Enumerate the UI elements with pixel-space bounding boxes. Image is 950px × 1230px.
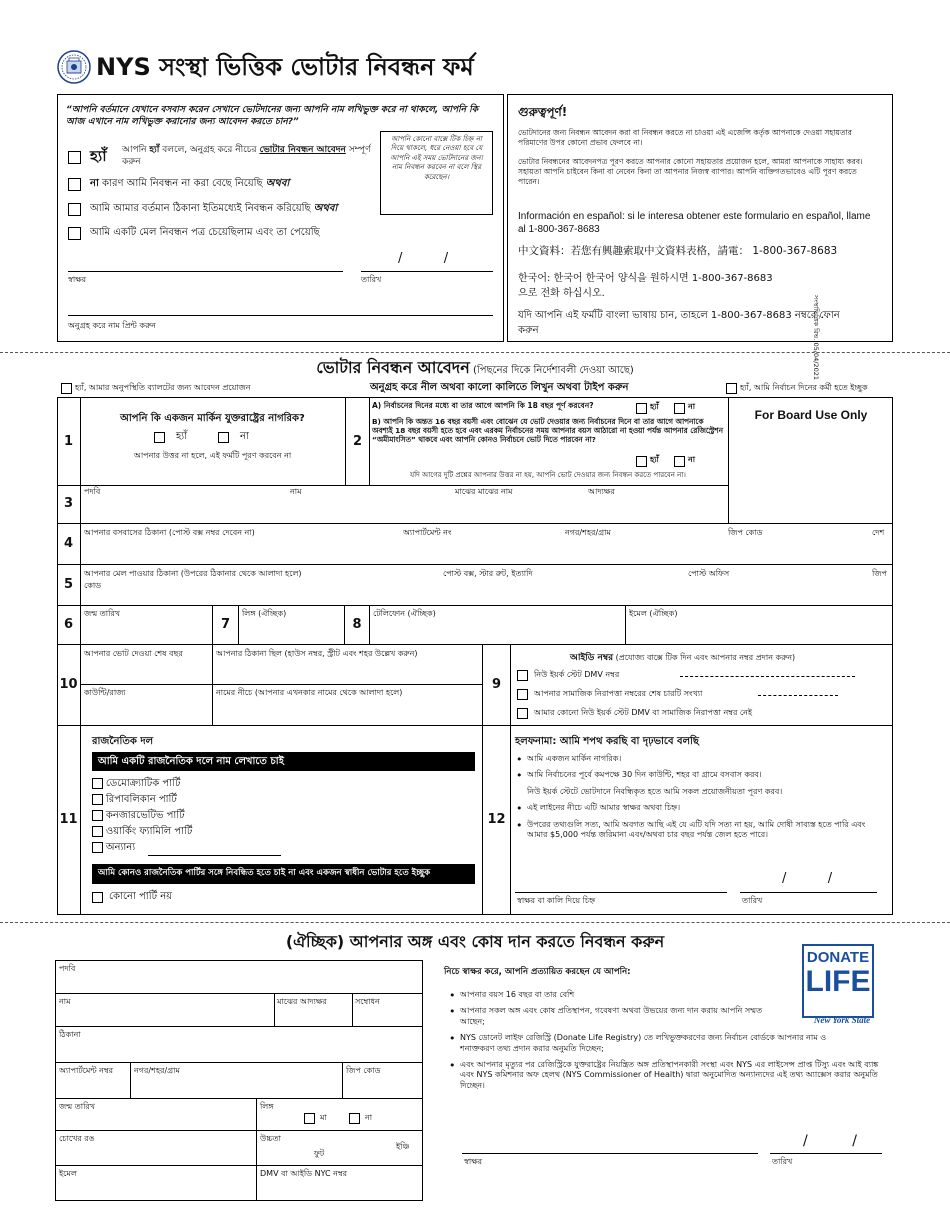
party-list <box>92 777 192 857</box>
r4-apt-label[interactable]: অ্যাপার্টমেন্ট নং <box>403 528 452 537</box>
q2a-no-label: না <box>688 402 696 411</box>
donor-dmv-label[interactable]: DMV বা আইডি NYC নম্বর <box>260 1169 348 1178</box>
r12-date-slashes: / / <box>782 871 833 886</box>
donor-email-label[interactable]: ইমেল <box>59 1169 77 1178</box>
consent-item: • NYS ডোনেট লাইফ রেজিস্ট্রি (Donate Life Registry) তে লখিভুক্তকরণের জন্য নির্বাচন বোর্ডকে আপনার নাম ও শনাক্তকরণ তথ্য প্রদান করার অনুমতি দিচ্ছেন; <box>448 1033 848 1054</box>
agency-date-line[interactable] <box>361 271 493 272</box>
r5-box-label[interactable]: পোস্ট বক্স, স্টার রুট, ইত্যাদি <box>443 569 533 578</box>
donor-male-label: না <box>365 1113 373 1122</box>
agency-registered-text: আমি আমার বর্তমান ঠিকানা ইতিমধ্যেই নিবন্ধন করিয়েছি অথবা <box>90 203 338 214</box>
agency-print-name-label: অনুগ্রহ করে নাম প্রিন্ট করুন <box>68 321 156 330</box>
party-other-input[interactable] <box>148 855 281 856</box>
oath-item: নিউ ইয়র্ক স্টেটে ভোটদানে নিবন্ধিকৃত হতে আমি সকল প্রয়োজনীয়তা পূরণ করব। <box>527 786 783 796</box>
r9-none-label: আমার কোনো নিউ ইয়র্ক স্টেট DMV বা সামাজিক নিরাপত্তা নম্বর নেই <box>534 708 753 717</box>
important-bengali: যদি আপনি এই ফর্মটি বাংলা ভাষায় চান, তাহলে 1-800-367-8683 নম্বরে ফোন করুন <box>518 310 840 336</box>
cut-line-2 <box>0 922 950 923</box>
q1-no-label: না <box>240 431 249 442</box>
q2-a: A) নির্বাচনের দিনের মধ্যে বা তার আগে আপনি কি 18 বছর পূর্ণ করবেন? <box>372 401 594 410</box>
q2b-yes-checkbox[interactable] <box>636 456 647 467</box>
r11-title: রাজনৈতিক দল <box>92 736 154 747</box>
agency-date-slashes: / / <box>398 251 449 266</box>
r8-number: 8 <box>352 616 362 632</box>
q2b-no-label: না <box>688 455 696 464</box>
r9-ssn-digits[interactable] <box>758 695 838 696</box>
agency-yes-checkbox[interactable] <box>68 151 81 164</box>
r10-county-label[interactable]: কাউন্টি/রাজ্য <box>84 688 126 697</box>
r5-number: 5 <box>63 576 74 592</box>
r4-address-label[interactable]: আপনার বসবাসের ঠিকানা (পোস্ট বক্স নম্বর দেবেন না) <box>84 528 255 537</box>
donor-address-label[interactable]: ঠিকানা <box>59 1030 81 1039</box>
donor-eye-label[interactable]: চোখের রঙ <box>59 1134 95 1143</box>
r12-date-label: তারিখ <box>742 896 763 905</box>
important-box <box>507 94 893 380</box>
donor-inches-label[interactable]: ইঞ্চি <box>396 1142 410 1151</box>
agency-question-box <box>57 94 504 342</box>
donor-date-slashes: / / <box>803 1133 857 1149</box>
agency-no-checkbox[interactable] <box>68 178 81 191</box>
agency-note: আপনি কোনো বাক্সে টিক চিহ্ন না দিয়ে থাকলে, ধরে নেওয়া হবে যে আপনি এই সময় ভোটদানের জন্য নাম নিবন্ধন করবেন না বলে স্থির করেছেন। <box>390 135 483 181</box>
agency-mail-text: আমি একটি মেল নিবন্ধন পত্র চেয়েছিলাম এবং তা পেয়েছি <box>90 227 320 238</box>
r6-number: 6 <box>63 616 74 632</box>
r12-signature-line[interactable] <box>515 892 727 893</box>
r7-number: 7 <box>220 616 231 632</box>
q2-number: 2 <box>352 433 363 449</box>
r8-phone-label[interactable]: টেলিফোন (ঐচ্ছিক) <box>373 609 436 618</box>
donor-surname-label[interactable]: পদবি <box>59 964 76 973</box>
r9-ssn-checkbox[interactable] <box>517 689 528 700</box>
party-option[interactable]: কনজারভেটিভ পার্টি <box>92 809 192 825</box>
r9-none-checkbox[interactable] <box>517 708 528 719</box>
q1-note: আপনার উত্তর না হলে, এই ফর্মটি পূরণ করবেন না <box>133 451 292 460</box>
donor-female-checkbox[interactable] <box>304 1113 315 1124</box>
absentee-checkbox[interactable] <box>61 383 72 394</box>
donor-consent-title: নিচে স্বাক্ষর করে, আপনি প্রত্যায়িত করছেন যে আপনি: <box>444 967 631 977</box>
donor-date-label: তারিখ <box>772 1157 793 1166</box>
donor-zip-label[interactable]: জিপ কোড <box>346 1066 381 1075</box>
donor-sex-label: লিঙ্গ <box>260 1102 274 1111</box>
pollworker-label: হ্যাঁ, আমি নির্বাচন দিনের কর্মী হতে ইচ্ছুক <box>740 383 868 392</box>
r3-number: 3 <box>63 496 74 512</box>
r4-zip-label[interactable]: জিপ কোড <box>728 528 763 537</box>
r5-mail-label[interactable]: আপনার মেল পাওয়ার ঠিকানা (উপরের ঠিকানার থেকে আলাদা হলে) <box>84 569 302 578</box>
important-korean: 한국어: 한국어 한국어 양식을 원하시면 1-800-367-8683 으로 전화 하십시오. <box>518 273 773 299</box>
r3-surname-label[interactable]: পদবি <box>84 487 101 496</box>
party-option[interactable]: ওয়ার্কিং ফ্যামিলি পার্টি <box>92 825 192 841</box>
party-option[interactable]: ডেমোক্র্যাটিক পার্টি <box>92 777 192 793</box>
agency-signature-line[interactable] <box>68 271 343 272</box>
r8-email-label[interactable]: ইমেল (ঐচ্ছিক) <box>629 609 678 618</box>
no-party-label: কোনো পার্টি নয় <box>109 891 173 902</box>
r9-dmv-digits[interactable] <box>680 676 855 677</box>
r10-number: 10 <box>59 676 78 692</box>
q2a-yes-label: হ্যাঁ <box>650 402 659 411</box>
cut-line-1 <box>0 352 950 353</box>
no-party-checkbox[interactable] <box>92 892 103 903</box>
q2b-yes-label: হ্যাঁ <box>650 455 659 464</box>
important-chinese: 中文資料：若您有興趣索取中文資料表格，請電： 1-800-367-8683 <box>518 245 838 257</box>
donor-city-label[interactable]: নগর/শহর/গ্রাম <box>134 1066 180 1075</box>
consent-item: • এবং আপনার মৃত্যুর পর রেজিস্ট্রিকে যুক্তরাষ্ট্রের নিয়ন্ত্রিত অঙ্গ প্রতিস্থাপনকারী সংস্থা এবং NYS এর লাইসেন্স প্রাপ্ত টিস্যু এবং আই ব্যাঙ্ক এবং NYS কমিশনার অফ হেলথ (NYS Commissioner of Health) দ্বারা অনুমোদিত অন্যান্যদের এই তথ্য অ্যাক্সেস করার অনুমতি দিচ্ছেন। <box>448 1060 888 1091</box>
donate-life-line2: LIFE <box>805 965 871 998</box>
important-title: গুরুত্বপূর্ণ! <box>518 105 568 119</box>
agency-signature-label: স্বাক্ষর <box>68 275 87 284</box>
r11-join-bar: আমি একটি রাজনৈতিক দলে নাম লেখাতে চাই <box>92 752 475 771</box>
r5-zip-label[interactable]: জিপ <box>872 569 887 578</box>
r3-initial-label[interactable]: আদ্যক্ষর <box>588 487 615 496</box>
party-option[interactable]: রিপাবলিকান পার্টি <box>92 793 192 809</box>
q1-number: 1 <box>63 433 74 449</box>
donate-life-logo <box>800 940 886 1032</box>
q2a-yes-checkbox[interactable] <box>636 403 647 414</box>
donor-middle-label[interactable]: মাঝের আদ্যক্ষর <box>277 997 327 1006</box>
q2-b: B) আপনি কি অন্তত 16 বছর বয়সী এবং বোঝেন যে ভোট দেওয়ার জন্য নির্বাচনের দিনে বা তার আগে আপনাকে অবশ্যই 18 বছর বয়সী হতে হবে এবং এরকম নির্বাচনের সময় আপনার বয়স আঠারো না হওয়া পর্যন্ত আপনার রেজিস্ট্রেশন “অমীমাংসিত” থাকবে এবং আপনি কোনও নির্বাচনে ভোট দিতে পারবেন না? <box>372 417 723 445</box>
ink-instructions: অনুগ্রহ করে নীল অথবা কালো কালিতে লিখুন অথবা টাইপ করুন <box>370 382 629 393</box>
r9-title: আইডি নম্বর (প্রযোজ্য বাক্সে টিক দিন এবং আপনার নম্বর প্রদান করুন) <box>570 653 796 663</box>
agency-date-label: তারিখ <box>361 275 382 284</box>
donate-life-line1: DONATE <box>806 949 870 966</box>
r11-number: 11 <box>59 812 78 828</box>
donor-title: (ঐচ্ছিক) আপনার অঙ্গ এবং কোষ দান করতে নিবন্ধন করুন <box>285 932 665 951</box>
important-p2: ভোটার নিবন্ধনের আবেদনপত্র পূরণ করতে আপনার কোনো সহায়তার প্রয়োজন হলে, আমরা আপনাকে সাহায্য করব। সহায়তা আপনি চাইবেন কিনা বা নেবেন কিনা তা আপনার নিজস্ব ব্যাপার। আপনি ব্যক্তিগতভাবেও এটি পূরণ করতে পারেন। <box>518 157 863 186</box>
agency-print-name-line[interactable] <box>68 315 493 316</box>
r6-dob-label[interactable]: জন্ম তারিখ <box>84 609 121 618</box>
r3-name-label[interactable]: নাম <box>290 487 302 496</box>
r12-title: হলফনামা: আমি শপথ করছি বা দৃঢ়ভাবে বলছি <box>515 736 699 747</box>
oath-item: • এই লাইনের নীচে এটি আমার স্বাক্ষর অথবা চিহ্ন। <box>515 803 877 813</box>
oath-item: • আমি নির্বাচনের পূর্বে কমপক্ষে 30 দিন কাউন্টি, শহর বা গ্রামে বসবাস করব। <box>515 770 877 780</box>
r9-dmv-checkbox[interactable] <box>517 670 528 681</box>
q2-note: যদি আগের দুটি প্রশ্নের আপনার উত্তর না হয়, আপনি ভোট দেওয়ার জন্য নিবন্ধন করতে পারবেন না। <box>410 471 686 479</box>
form-title: NYS সংস্থা ভিত্তিক ভোটার নিবন্ধন ফর্ম <box>96 53 474 81</box>
donor-feet-label[interactable]: ফুট <box>314 1149 325 1158</box>
r4-county-label[interactable]: দেশ <box>872 528 885 537</box>
agency-yes-bold: হ্যাঁ <box>90 147 107 165</box>
important-spanish: Información en español: si le interesa obtener este formulario en español, llame al 1-800-367-8683 <box>518 211 871 235</box>
donor-name-label[interactable]: নাম <box>59 997 71 1006</box>
r9-dmv-label: নিউ ইয়র্ক স্টেট DMV নম্বর <box>534 670 620 679</box>
r12-date-line[interactable] <box>740 892 877 893</box>
board-use-label: For Board Use Only <box>754 408 868 422</box>
state-seal-icon <box>57 50 91 84</box>
consent-item: • আপনার বয়স 16 বছর বা তার বেশি <box>448 990 788 1000</box>
q1-yes-checkbox[interactable] <box>154 432 165 443</box>
q1-no-checkbox[interactable] <box>218 432 229 443</box>
q1-title: আপনি কি একজন মার্কিন যুক্তরাষ্ট্রের নাগরিক? <box>120 413 305 424</box>
donor-apt-label[interactable]: অ্যাপার্টমেন্ট নম্বর <box>59 1066 114 1075</box>
r9-ssn-label: আপনার সামাজিক নিরাপত্তা নম্বরের শেষ চারটি সংখ্যা <box>534 689 703 698</box>
oath-item: • আমি একজন মার্কিন নাগরিক। <box>515 754 877 764</box>
party-option[interactable]: অন্যান্য <box>92 841 192 857</box>
form-revision-code: সংস্থাভিত্তিক রিভ. 05/04/2021 <box>812 295 820 380</box>
oath-item: • উপরের তথ্যগুলি সত্য, আমি অবগত আছি এই যে এটি যদি সত্য না হয়, আমি দোষী সাব্যস্ত হতে পারি এবং আমার $5,000 পর্যন্ত জরিমানা এবং/অথবা চার বছর পর্যন্ত জেল হতে পারে। <box>515 820 877 841</box>
donor-height-label: উচ্চতা <box>260 1134 281 1143</box>
r11-nojoin-bar: আমি কোনও রাজনৈতিক পার্টির সঙ্গে নিবন্ধিত হতে চাই না এবং একজন স্বাধীন ভোটার হতে ইচ্ছুক <box>92 864 475 884</box>
r12-signature-label: স্বাক্ষর বা কালি দিয়ে চিহ্ন <box>517 896 596 905</box>
r10-year-label[interactable]: আপনার ভোট দেওয়া শেষ বছর <box>84 649 183 658</box>
r4-city-label[interactable]: নগর/শহর/গ্রাম <box>565 528 611 537</box>
agency-question: “আপনি বর্তমানে যেখানে বসবাস করেন সেখানে ভোটদানের জন্য আপনি নাম লখিভুক্ত করে না থাকলে, আপনি কি আজ এখানে নাম লখিভুক্ত করানোর জন্য আবেদন করতে চান?” <box>66 105 479 127</box>
application-title: ভোটার নিবন্ধন আবেদন (পিছনের দিকে নির্দেশাবলী দেওয়া আছে) <box>316 358 634 377</box>
donor-date-line[interactable] <box>770 1153 882 1154</box>
r9-number: 9 <box>491 676 502 692</box>
pollworker-checkbox[interactable] <box>726 383 737 394</box>
r10-address-label[interactable]: আপনার ঠিকানা ছিল (হাউস নম্বর, স্ট্রীট এবং শহর উল্লেখ করুন) <box>216 649 418 658</box>
r12-number: 12 <box>487 812 506 828</box>
r4-number: 4 <box>63 535 74 551</box>
r5-po-label[interactable]: পোস্ট অফিস <box>688 569 730 578</box>
r5-code-label: কোড <box>84 581 102 590</box>
donate-life-line3: New York State <box>813 1015 871 1025</box>
oath-list <box>515 754 877 846</box>
q2b-no-checkbox[interactable] <box>674 456 685 467</box>
r7-sex-label[interactable]: লিঙ্গ (ঐচ্ছিক) <box>242 609 287 618</box>
agency-yes-text: আপনি হ্যাঁ বললে, অনুগ্রহ করে নীচের ভোটার নিবন্ধন আবেদন সম্পূর্ণ করুন <box>122 145 371 167</box>
consent-item: • আপনার সকল অঙ্গ এবং কোষ প্রতিস্থাপন, গবেষণা অথবা উভয়ের জন্য দান করায় আপনি সম্মত আছেন; <box>448 1006 768 1027</box>
r3-middle-label[interactable]: মাঝের মাঝের নাম <box>455 487 513 496</box>
donor-suffix-label[interactable]: সম্বোধন <box>355 997 380 1006</box>
q2a-no-checkbox[interactable] <box>674 403 685 414</box>
agency-no-text: না কারণ আমি নিবন্ধন না করা বেছে নিয়েছি অথবা <box>90 178 290 189</box>
absentee-label: হ্যাঁ, আমার অনুপস্থিতি ব্যালটের জন্য আবেদন প্রয়োজন <box>75 383 251 392</box>
important-p1: ভোটদানের জন্য নিবন্ধন আবেদন করা বা নিবন্ধন করতে না চাওয়া এই এজেন্সি কর্তৃক আপনাকে দেওয়া সহায়তার পরিমাণের উপর কোনো প্রভাব ফেলবে না। <box>518 128 852 147</box>
donor-signature-line[interactable] <box>462 1153 758 1154</box>
agency-mail-checkbox[interactable] <box>68 227 81 240</box>
q1-yes-label: হ্যাঁ <box>176 431 188 442</box>
donor-male-checkbox[interactable] <box>349 1113 360 1124</box>
agency-registered-checkbox[interactable] <box>68 203 81 216</box>
agency-note-box <box>380 131 493 215</box>
donor-signature-label: স্বাক্ষর <box>464 1157 483 1166</box>
r10-prevname-label[interactable]: নামের নীচে (আপনার এখনকার নামের থেকে আলাদা হলে) <box>216 688 403 697</box>
donor-female-label: মা <box>320 1113 327 1122</box>
donor-dob-label[interactable]: জন্ম তারিখ <box>59 1102 96 1111</box>
